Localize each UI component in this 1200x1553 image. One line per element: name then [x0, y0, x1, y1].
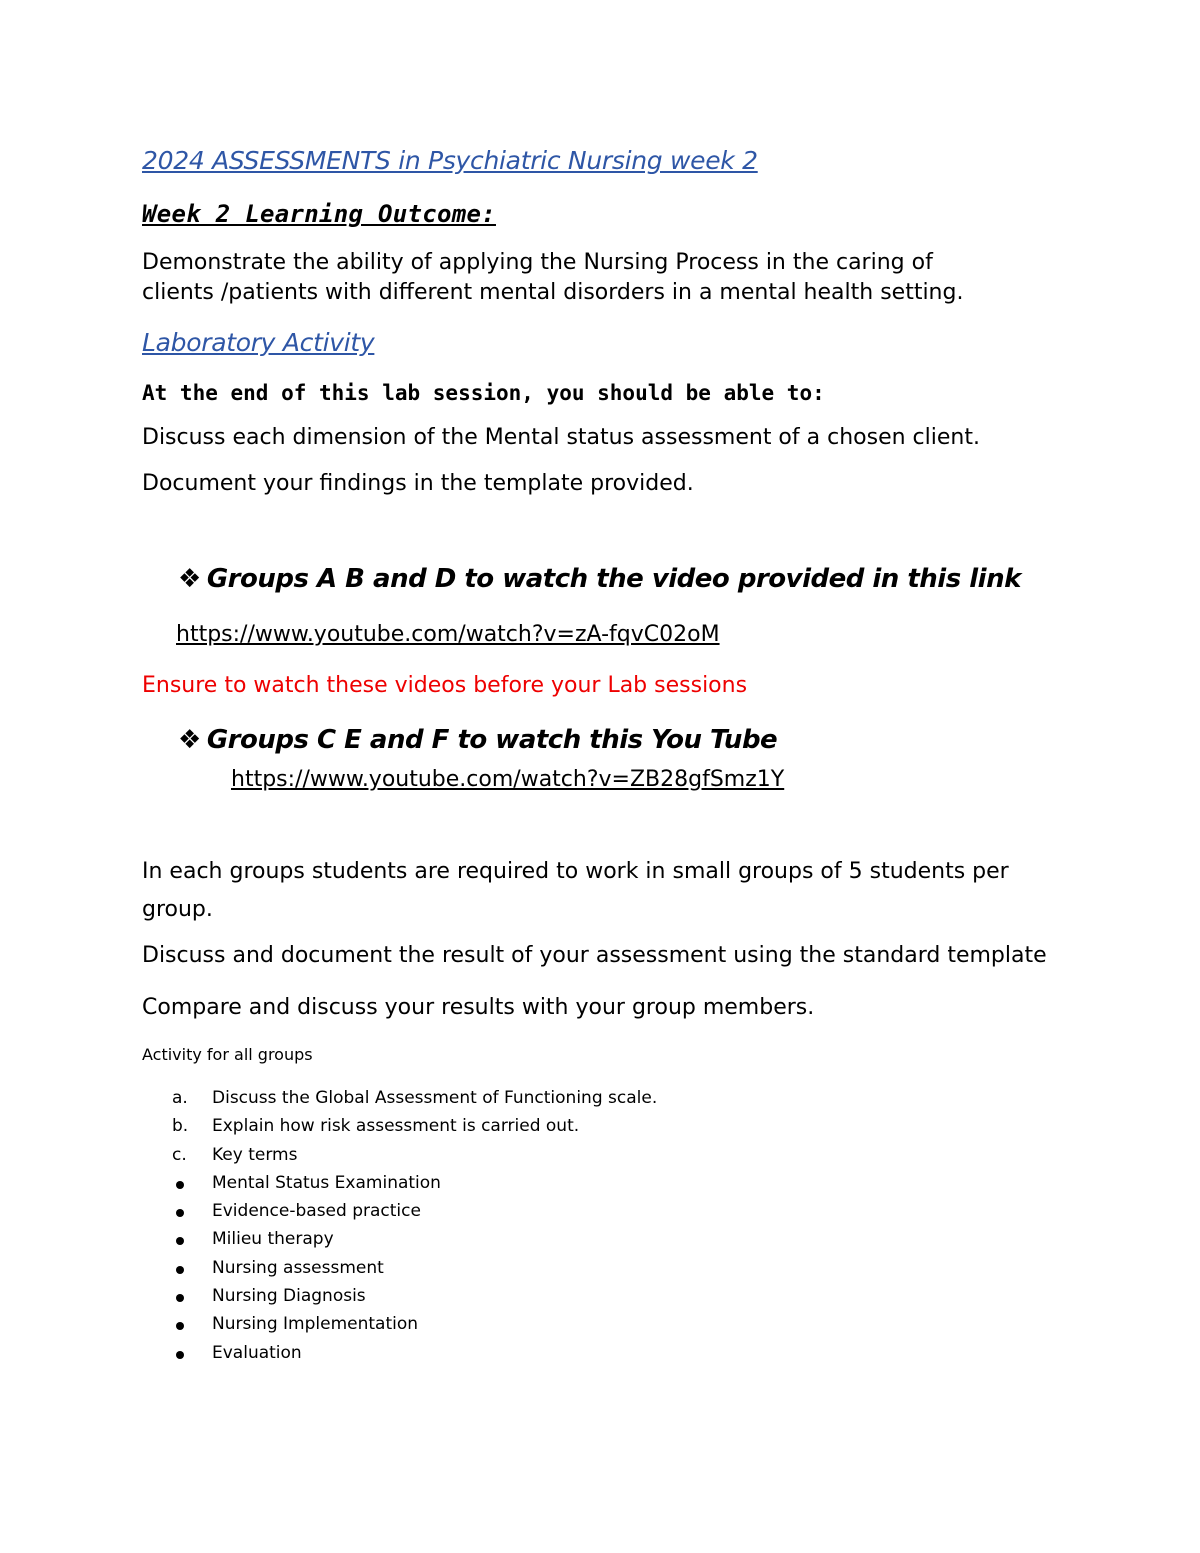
groups-instruction [142, 853, 1009, 929]
bullet-icon [176, 1266, 184, 1274]
bullet-icon [176, 1237, 184, 1245]
list-item-text: Key terms [212, 1144, 298, 1165]
group-abd-text: Groups A B and D to watch the video provided in this link [206, 564, 1021, 594]
list-item-text: Discuss the Global Assessment of Functioning scale. [212, 1088, 658, 1108]
diamond-bullet-icon: ❖ [178, 564, 201, 594]
list-item-text: Explain how risk assessment is carried out. [212, 1116, 580, 1137]
group-cef-instruction [178, 725, 777, 755]
groups-line-1: In each groups students are required to work in small groups of 5 students per [142, 859, 1009, 884]
key-term: Evidence-based practice [212, 1201, 421, 1222]
key-term: Evaluation [212, 1342, 302, 1363]
compare-instruction: Compare and discuss your results with your group members. [142, 995, 815, 1020]
document-title: 2024 ASSESSMENTS in Psychiatric Nursing week 2 [142, 146, 758, 175]
list-marker: a. [172, 1088, 188, 1108]
discuss-document-instruction: Discuss and document the result of your assessment using the standard template [142, 943, 1047, 968]
group-cef-video-link[interactable]: https://www.youtube.com/watch?v=ZB28gfSmz1Y [231, 767, 785, 792]
document-objective: Document your findings in the template provided. [142, 471, 694, 496]
activity-heading: Activity for all groups [142, 1045, 313, 1064]
ensure-watch-notice: Ensure to watch these videos before your Lab sessions [142, 673, 748, 698]
groups-line-2: group. [142, 897, 213, 922]
laboratory-activity-heading: Laboratory Activity [142, 328, 375, 357]
outcome-line-2: clients /patients with different mental disorders in a mental health setting. [142, 280, 964, 305]
key-term: Nursing assessment [212, 1257, 384, 1278]
key-term: Nursing Diagnosis [212, 1286, 366, 1307]
end-of-session-heading: At the end of this lab session, you should be able to: [142, 381, 825, 405]
discuss-objective: Discuss each dimension of the Mental status assessment of a chosen client. [142, 425, 980, 450]
group-abd-instruction [178, 564, 1021, 594]
key-term: Mental Status Examination [212, 1172, 441, 1193]
outcome-line-1: Demonstrate the ability of applying the Nursing Process in the caring of [142, 250, 933, 275]
bullet-icon [176, 1181, 184, 1189]
learning-outcome-heading: Week 2 Learning Outcome: [142, 200, 496, 228]
group-abd-video-link[interactable]: https://www.youtube.com/watch?v=zA-fqvC02oM [176, 622, 720, 647]
bullet-icon [176, 1351, 184, 1359]
group-cef-text: Groups C E and F to watch this You Tube [206, 725, 778, 755]
list-marker: b. [172, 1116, 189, 1137]
diamond-bullet-icon: ❖ [178, 725, 201, 755]
bullet-icon [176, 1294, 184, 1302]
bullet-icon [176, 1322, 184, 1330]
bullet-icon [176, 1209, 184, 1217]
key-term: Milieu therapy [212, 1229, 334, 1250]
list-marker: c. [172, 1144, 187, 1165]
learning-outcome-text [142, 248, 963, 308]
key-term: Nursing Implementation [212, 1314, 419, 1335]
